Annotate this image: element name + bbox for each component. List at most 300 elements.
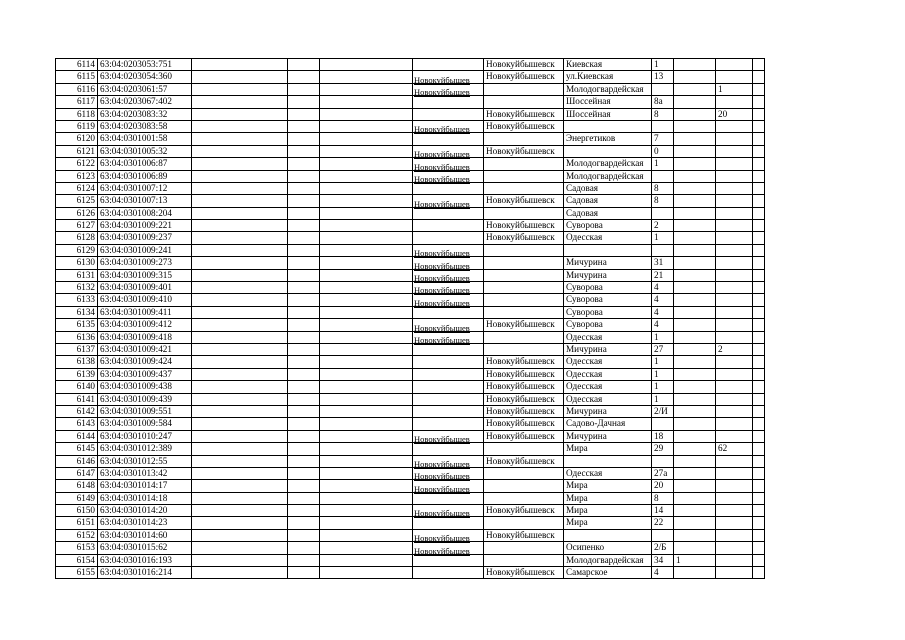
settlement-overflow-cell: [413, 418, 484, 430]
table-row: [56, 319, 765, 331]
extra-cell: [753, 269, 765, 281]
empty-cell: [192, 517, 288, 529]
city-cell: Новокуйбышевск: [484, 59, 564, 71]
apartment-cell: 62: [716, 443, 753, 455]
table-row: [56, 343, 765, 355]
building-cell: [674, 207, 716, 219]
row-number-cell: 6129: [56, 244, 98, 256]
street-cell: Одесская: [564, 381, 652, 393]
city-cell: [484, 170, 564, 182]
empty-cell: [320, 554, 413, 566]
apartment-cell: [716, 505, 753, 517]
extra-cell: [753, 529, 765, 541]
city-cell: [484, 343, 564, 355]
row-number-cell: 6116: [56, 83, 98, 95]
apartment-cell: [716, 418, 753, 430]
settlement-overflow-text: Новокуйбышев: [414, 458, 470, 469]
building-cell: [674, 455, 716, 467]
house-cell: 8: [652, 182, 674, 194]
settlement-overflow-cell: [413, 59, 484, 71]
empty-cell: [288, 517, 320, 529]
apartment-cell: [716, 133, 753, 145]
house-cell: 13: [652, 71, 674, 83]
empty-cell: [320, 368, 413, 380]
empty-cell: [288, 108, 320, 120]
street-cell: Мира: [564, 517, 652, 529]
apartment-cell: [716, 182, 753, 194]
row-number-cell: 6145: [56, 443, 98, 455]
empty-cell: [192, 182, 288, 194]
empty-cell: [192, 96, 288, 108]
empty-cell: [320, 108, 413, 120]
extra-cell: [753, 492, 765, 504]
house-cell: 34: [652, 554, 674, 566]
building-cell: [674, 133, 716, 145]
apartment-cell: [716, 59, 753, 71]
empty-cell: [192, 467, 288, 479]
extra-cell: [753, 120, 765, 132]
cadastral-number-cell: 63:04:0203061:57: [98, 83, 192, 95]
extra-cell: [753, 306, 765, 318]
table-row: [56, 554, 765, 566]
cadastral-number-cell: 63:04:0301012:55: [98, 455, 192, 467]
building-cell: [674, 108, 716, 120]
apartment-cell: [716, 381, 753, 393]
apartment-cell: [716, 492, 753, 504]
settlement-overflow-text: Новокуйбышев: [414, 508, 470, 519]
empty-cell: [192, 145, 288, 157]
apartment-cell: 1: [716, 83, 753, 95]
cadastral-number-cell: 63:04:0301009:437: [98, 368, 192, 380]
extra-cell: [753, 108, 765, 120]
cadastral-number-cell: 63:04:0301006:87: [98, 158, 192, 170]
house-cell: 4: [652, 306, 674, 318]
street-cell: Киевская: [564, 59, 652, 71]
settlement-overflow-cell: [413, 545, 484, 566]
apartment-cell: 20: [716, 108, 753, 120]
empty-cell: [320, 59, 413, 71]
settlement-overflow-text: Новокуйбышев: [414, 87, 470, 98]
empty-cell: [192, 492, 288, 504]
street-cell: Суворова: [564, 282, 652, 294]
building-cell: [674, 158, 716, 170]
house-cell: 14: [652, 505, 674, 517]
empty-cell: [320, 170, 413, 182]
cadastral-number-cell: 63:04:0203054:360: [98, 71, 192, 83]
empty-cell: [320, 96, 413, 108]
extra-cell: [753, 368, 765, 380]
house-cell: 1: [652, 381, 674, 393]
settlement-overflow-cell: [413, 567, 484, 579]
empty-cell: [192, 282, 288, 294]
city-cell: [484, 207, 564, 219]
street-cell: Одесская: [564, 393, 652, 405]
empty-cell: [288, 455, 320, 467]
apartment-cell: [716, 158, 753, 170]
table-row: [56, 368, 765, 380]
row-number-cell: 6133: [56, 294, 98, 306]
extra-cell: [753, 542, 765, 554]
street-cell: Садовая: [564, 182, 652, 194]
settlement-overflow-text: Новокуйбышев: [414, 74, 470, 85]
apartment-cell: [716, 257, 753, 269]
apartment-cell: [716, 467, 753, 479]
city-cell: Новокуйбышевск: [484, 505, 564, 517]
table-row: [56, 145, 765, 157]
building-cell: [674, 269, 716, 281]
row-number-cell: 6115: [56, 71, 98, 83]
cadastral-number-cell: 63:04:0301009:551: [98, 405, 192, 417]
empty-cell: [320, 505, 413, 517]
apartment-cell: [716, 567, 753, 579]
empty-cell: [320, 480, 413, 492]
house-cell: 21: [652, 269, 674, 281]
settlement-overflow-text: Новокуйбышев: [414, 248, 470, 259]
street-cell: Садовая: [564, 207, 652, 219]
building-cell: [674, 282, 716, 294]
table-row: [56, 443, 765, 455]
empty-cell: [288, 158, 320, 170]
cadastral-number-cell: 63:04:0301009:411: [98, 306, 192, 318]
extra-cell: [753, 244, 765, 256]
city-cell: [484, 480, 564, 492]
table-row: [56, 306, 765, 318]
city-cell: Новокуйбышевск: [484, 381, 564, 393]
empty-cell: [288, 96, 320, 108]
building-cell: [674, 319, 716, 331]
empty-cell: [320, 443, 413, 455]
house-cell: 1: [652, 368, 674, 380]
apartment-cell: [716, 195, 753, 207]
table-row: [56, 220, 765, 232]
empty-cell: [320, 207, 413, 219]
empty-cell: [320, 467, 413, 479]
street-cell: Шоссейная: [564, 96, 652, 108]
table-row: [56, 418, 765, 430]
city-cell: [484, 96, 564, 108]
table-row: [56, 83, 765, 95]
house-cell: 1: [652, 356, 674, 368]
extra-cell: [753, 505, 765, 517]
extra-cell: [753, 96, 765, 108]
empty-cell: [288, 467, 320, 479]
empty-cell: [288, 368, 320, 380]
empty-cell: [192, 59, 288, 71]
empty-cell: [320, 282, 413, 294]
settlement-overflow-text: Новокуйбышев: [414, 161, 470, 172]
empty-cell: [288, 443, 320, 455]
empty-cell: [320, 145, 413, 157]
row-number-cell: 6122: [56, 158, 98, 170]
cadastral-number-cell: 63:04:0301009:315: [98, 269, 192, 281]
empty-cell: [192, 529, 288, 541]
apartment-cell: [716, 480, 753, 492]
building-cell: [674, 529, 716, 541]
building-cell: [674, 294, 716, 306]
building-cell: [674, 195, 716, 207]
building-cell: [674, 170, 716, 182]
extra-cell: [753, 220, 765, 232]
row-number-cell: 6148: [56, 480, 98, 492]
apartment-cell: [716, 145, 753, 157]
row-number-cell: 6137: [56, 343, 98, 355]
empty-cell: [192, 567, 288, 579]
street-cell: [564, 455, 652, 467]
building-cell: [674, 505, 716, 517]
extra-cell: [753, 59, 765, 71]
cadastral-number-cell: 63:04:0301009:439: [98, 393, 192, 405]
house-cell: 4: [652, 282, 674, 294]
empty-cell: [320, 418, 413, 430]
building-cell: [674, 182, 716, 194]
street-cell: Суворова: [564, 220, 652, 232]
house-cell: 1: [652, 393, 674, 405]
street-cell: Молодогвардейская: [564, 554, 652, 566]
empty-cell: [288, 120, 320, 132]
building-cell: [674, 244, 716, 256]
building-cell: [674, 96, 716, 108]
building-cell: [674, 430, 716, 442]
building-cell: [674, 393, 716, 405]
building-cell: [674, 331, 716, 343]
city-cell: [484, 517, 564, 529]
empty-cell: [288, 480, 320, 492]
empty-cell: [320, 257, 413, 269]
city-cell: Новокуйбышевск: [484, 368, 564, 380]
cadastral-number-cell: 63:04:0301016:193: [98, 554, 192, 566]
building-cell: [674, 59, 716, 71]
cadastral-number-cell: 63:04:0301009:273: [98, 257, 192, 269]
empty-cell: [192, 480, 288, 492]
building-cell: [674, 257, 716, 269]
building-cell: [674, 220, 716, 232]
table-row: [56, 467, 765, 479]
table-row: [56, 232, 765, 244]
building-cell: [674, 517, 716, 529]
row-number-cell: 6144: [56, 430, 98, 442]
empty-cell: [288, 331, 320, 343]
settlement-overflow-text: Новокуйбышев: [414, 322, 470, 333]
cadastral-number-cell: 63:04:0301015:62: [98, 542, 192, 554]
row-number-cell: 6135: [56, 319, 98, 331]
apartment-cell: [716, 331, 753, 343]
cadastral-number-cell: 63:04:0203083:58: [98, 120, 192, 132]
empty-cell: [192, 418, 288, 430]
row-number-cell: 6138: [56, 356, 98, 368]
row-number-cell: 6154: [56, 554, 98, 566]
row-number-cell: 6123: [56, 170, 98, 182]
street-cell: Садовая: [564, 195, 652, 207]
cadastral-number-cell: 63:04:0301009:241: [98, 244, 192, 256]
city-cell: Новокуйбышевск: [484, 220, 564, 232]
street-cell: Мичурина: [564, 430, 652, 442]
data-table: [55, 58, 765, 579]
street-cell: Суворова: [564, 294, 652, 306]
city-cell: Новокуйбышевск: [484, 71, 564, 83]
city-cell: [484, 182, 564, 194]
apartment-cell: [716, 455, 753, 467]
settlement-overflow-cell: [413, 356, 484, 368]
row-number-cell: 6134: [56, 306, 98, 318]
cadastral-number-cell: 63:04:0301012:389: [98, 443, 192, 455]
extra-cell: [753, 257, 765, 269]
apartment-cell: [716, 306, 753, 318]
street-cell: [564, 145, 652, 157]
empty-cell: [192, 195, 288, 207]
house-cell: [652, 120, 674, 132]
house-cell: 1: [652, 158, 674, 170]
street-cell: Энергетиков: [564, 133, 652, 145]
settlement-overflow-cell: [413, 108, 484, 120]
street-cell: Мичурина: [564, 405, 652, 417]
house-cell: 8: [652, 492, 674, 504]
apartment-cell: [716, 405, 753, 417]
city-cell: [484, 542, 564, 554]
street-cell: Молодогвардейская: [564, 158, 652, 170]
empty-cell: [192, 257, 288, 269]
row-number-cell: 6127: [56, 220, 98, 232]
city-cell: [484, 331, 564, 343]
extra-cell: [753, 331, 765, 343]
apartment-cell: [716, 96, 753, 108]
settlement-overflow-cell: [413, 508, 484, 529]
table-row: [56, 244, 765, 256]
settlement-overflow-cell: [413, 124, 484, 145]
settlement-overflow-text: Новокуйбышев: [414, 173, 470, 184]
table-row: [56, 133, 765, 145]
empty-cell: [288, 393, 320, 405]
cadastral-number-cell: 63:04:0301009:410: [98, 294, 192, 306]
table-row: [56, 269, 765, 281]
empty-cell: [320, 430, 413, 442]
empty-cell: [288, 182, 320, 194]
city-cell: Новокуйбышевск: [484, 108, 564, 120]
row-number-cell: 6155: [56, 567, 98, 579]
empty-cell: [320, 492, 413, 504]
table-row: [56, 108, 765, 120]
city-cell: [484, 306, 564, 318]
extra-cell: [753, 133, 765, 145]
house-cell: 1: [652, 331, 674, 343]
apartment-cell: [716, 319, 753, 331]
extra-cell: [753, 567, 765, 579]
street-cell: Осипенко: [564, 542, 652, 554]
building-cell: [674, 381, 716, 393]
table-row: [56, 430, 765, 442]
table-row: [56, 505, 765, 517]
apartment-cell: [716, 529, 753, 541]
table-row: [56, 120, 765, 132]
row-number-cell: 6117: [56, 96, 98, 108]
empty-cell: [288, 492, 320, 504]
street-cell: Мичурина: [564, 269, 652, 281]
house-cell: 2: [652, 220, 674, 232]
building-cell: [674, 368, 716, 380]
empty-cell: [192, 505, 288, 517]
extra-cell: [753, 195, 765, 207]
house-cell: 1: [652, 59, 674, 71]
extra-cell: [753, 430, 765, 442]
empty-cell: [192, 331, 288, 343]
empty-cell: [288, 294, 320, 306]
city-cell: [484, 269, 564, 281]
extra-cell: [753, 158, 765, 170]
row-number-cell: 6140: [56, 381, 98, 393]
house-cell: 29: [652, 443, 674, 455]
cadastral-number-cell: 63:04:0301007:13: [98, 195, 192, 207]
apartment-cell: 2: [716, 343, 753, 355]
empty-cell: [320, 232, 413, 244]
building-cell: [674, 480, 716, 492]
row-number-cell: 6143: [56, 418, 98, 430]
table-row: [56, 542, 765, 554]
empty-cell: [288, 356, 320, 368]
row-number-cell: 6151: [56, 517, 98, 529]
row-number-cell: 6121: [56, 145, 98, 157]
apartment-cell: [716, 244, 753, 256]
house-cell: 27а: [652, 467, 674, 479]
empty-cell: [320, 529, 413, 541]
cadastral-number-cell: 63:04:0301014:23: [98, 517, 192, 529]
empty-cell: [288, 220, 320, 232]
apartment-cell: [716, 554, 753, 566]
street-cell: Одесская: [564, 467, 652, 479]
empty-cell: [288, 282, 320, 294]
street-cell: Одесская: [564, 331, 652, 343]
settlement-overflow-cell: [413, 173, 484, 194]
row-number-cell: 6114: [56, 59, 98, 71]
city-cell: [484, 133, 564, 145]
row-number-cell: 6131: [56, 269, 98, 281]
settlement-overflow-text: Новокуйбышев: [414, 545, 470, 556]
street-cell: Суворова: [564, 306, 652, 318]
city-cell: Новокуйбышевск: [484, 356, 564, 368]
table-row: [56, 331, 765, 343]
table-row: [56, 294, 765, 306]
empty-cell: [288, 554, 320, 566]
building-cell: [674, 567, 716, 579]
street-cell: Мира: [564, 443, 652, 455]
settlement-overflow-text: Новокуйбышев: [414, 124, 470, 135]
empty-cell: [192, 170, 288, 182]
cadastral-number-cell: 63:04:0301010:247: [98, 430, 192, 442]
house-cell: [652, 418, 674, 430]
table-row: [56, 59, 765, 71]
empty-cell: [192, 120, 288, 132]
empty-cell: [320, 182, 413, 194]
row-number-cell: 6141: [56, 393, 98, 405]
street-cell: ул.Киевская: [564, 71, 652, 83]
street-cell: Мира: [564, 505, 652, 517]
house-cell: 2/Б: [652, 542, 674, 554]
empty-cell: [288, 430, 320, 442]
extra-cell: [753, 480, 765, 492]
city-cell: Новокуйбышевск: [484, 120, 564, 132]
city-cell: Новокуйбышевск: [484, 319, 564, 331]
building-cell: [674, 405, 716, 417]
row-number-cell: 6139: [56, 368, 98, 380]
row-number-cell: 6120: [56, 133, 98, 145]
settlement-overflow-cell: [413, 381, 484, 393]
empty-cell: [288, 418, 320, 430]
row-number-cell: 6149: [56, 492, 98, 504]
apartment-cell: [716, 220, 753, 232]
empty-cell: [192, 244, 288, 256]
building-cell: 1: [674, 554, 716, 566]
empty-cell: [192, 393, 288, 405]
street-cell: Молодогвардейская: [564, 170, 652, 182]
city-cell: [484, 257, 564, 269]
